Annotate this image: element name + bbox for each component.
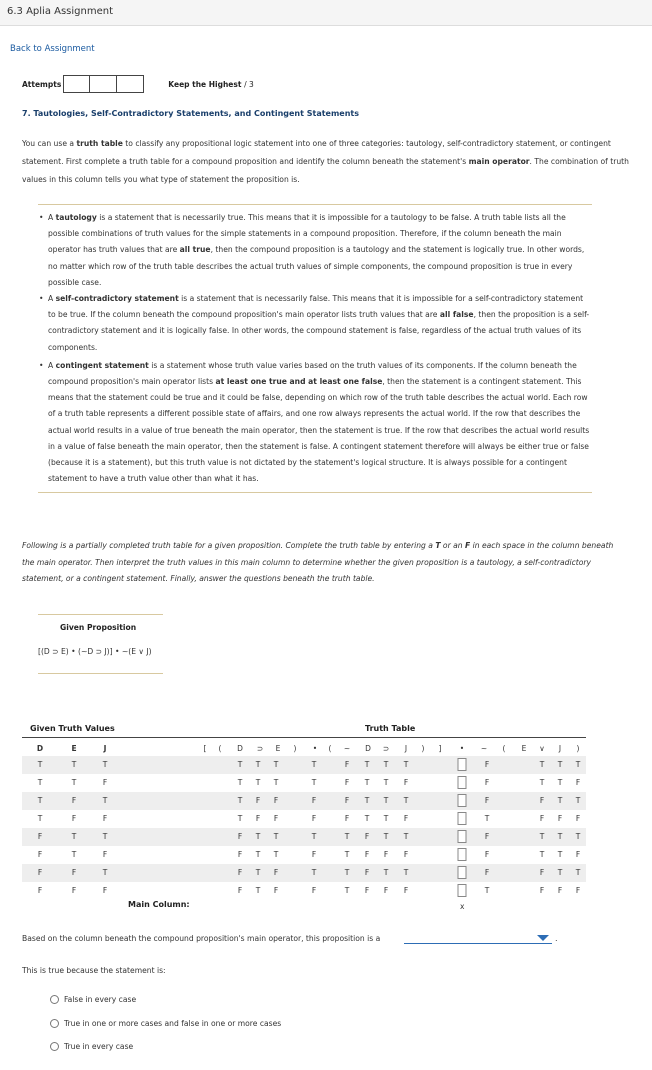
truth-value: T [102,868,108,877]
definition-text-run: is a statement that is necessarily false. This means that it is impossible for a self-contradictory statement to be true. If the column beneath the compound proposition's main operator lists truth values that are [48,294,584,320]
truth-value: T [102,832,108,841]
truth-value: F [237,850,243,859]
truth-value: F [484,778,490,787]
truth-value: T [364,778,370,787]
question-title: 7. Tautologies, Self-Contradictory Statements, and Contingent Statements [22,109,360,118]
truth-table-row [22,792,586,810]
attempts-row [22,75,254,93]
radio-button[interactable] [50,995,59,1004]
truth-value: T [575,868,581,877]
title-bar [0,0,652,26]
truth-value: T [383,832,389,841]
header-symbol: D [237,744,243,753]
truth-value: F [273,886,279,895]
intro-text-run: to classify any propositional logic statement into one of three categories: tautology, self-contradictory statement, or contingent statement. First complete a truth table for a compound proposition and identify the column beneath the statement's [22,139,611,166]
truth-value: T [311,832,317,841]
truth-value: T [383,814,389,823]
truth-value: T [484,886,490,895]
truth-value: T [539,850,545,859]
truth-value: T [255,886,261,895]
definition-text-run: A [48,360,56,370]
definition-item [38,291,592,356]
truth-value: F [71,796,77,805]
header-symbol: E [71,744,77,753]
option-label: True in every case [64,1041,134,1051]
truth-value: T [557,760,563,769]
truth-value: F [237,832,243,841]
header-symbol: ~ [343,744,351,753]
truth-value: T [71,778,77,787]
truth-value: F [403,814,409,823]
truth-value: T [557,796,563,805]
truth-value: F [311,850,317,859]
header-symbol: ) [293,744,297,753]
header-symbol: ( [328,744,332,753]
keep-label: Keep the Highest [168,79,242,89]
truth-value: F [539,814,545,823]
intro-text-run: main operator [468,157,530,166]
truth-value: F [37,850,43,859]
truth-value: T [71,832,77,841]
truth-value: T [484,814,490,823]
definition-text-run: self-contradictory statement [55,294,179,304]
instructions-text-run: F [465,541,471,550]
truth-table-row [22,882,586,900]
definition-text-run: , then the statement is a contingent statement. This means that the statement could be true and it could be false, depending on which row of the truth table describes the actual world. Each row of a truth table represents a different possible state of affairs, and one row always represents the actual world. If the row that describes the actual world results in a value of true beneath the main operator, then the statement is true. If the row that describes the actual world results in a value of false beneath the main operator, then the statement is false. A contingent statement therefore will always be either true or false (because it is a statement), but this truth value is not dictated by the statement's logical structure. It is always possible for a contingent statement to have a truth value other than what it has. [48,377,590,484]
truth-value: T [71,850,77,859]
instructions-text-run: or an [440,541,465,550]
truth-value: F [484,760,490,769]
truth-table-row [22,756,586,774]
definition-text-run: tautology [55,213,97,222]
given-proposition-formula: [(D ⊃ E) • (~D ⊃ J)] • ~(E ∨ J) [38,647,152,656]
truth-value: T [273,832,279,841]
truth-value: F [102,886,108,895]
chevron-down-icon [537,935,549,941]
truth-value: T [102,760,108,769]
truth-value: F [575,886,581,895]
truth-value: T [102,796,108,805]
truth-value: T [37,778,43,787]
header-symbol: [ [203,744,207,753]
truth-table-row [22,864,586,882]
truth-value: T [255,760,261,769]
reason-question: This is true because the statement is: [22,966,166,975]
truth-value: T [237,796,243,805]
truth-value: F [255,796,261,805]
instructions-text [22,538,627,588]
radio-button[interactable] [50,1042,59,1051]
main-column-input[interactable] [458,812,467,825]
option-true-and-false[interactable] [50,1017,281,1029]
header-symbol: J [558,744,562,753]
truth-value: T [255,778,261,787]
truth-table-row [22,810,586,828]
truth-value: F [575,850,581,859]
truth-value: F [484,868,490,877]
truth-value: T [403,868,409,877]
radio-button[interactable] [50,1019,59,1028]
keep-value: / 3 [244,79,254,89]
truth-value: F [403,778,409,787]
truth-value: F [311,886,317,895]
header-symbol: ⊃ [256,744,264,753]
header-symbol: ] [438,744,442,753]
truth-value: F [484,832,490,841]
attempts-label: Attempts [22,79,62,89]
header-symbol: ⊃ [382,744,390,753]
truth-value: T [364,760,370,769]
truth-table-row [22,774,586,792]
truth-value: F [539,868,545,877]
truth-value: T [71,760,77,769]
truth-value: T [37,796,43,805]
definition-text-run: all false [439,310,474,320]
given-proposition-heading: Given Proposition [60,623,137,632]
main-column-input[interactable] [458,830,467,843]
truth-value: T [273,760,279,769]
truth-value: T [539,778,545,787]
definition-item [38,210,592,291]
main-column-input[interactable] [458,794,467,807]
truth-value: T [311,868,317,877]
truth-value: T [344,868,350,877]
truth-value: T [575,796,581,805]
option-false-every-case[interactable] [50,993,136,1005]
given-truth-values-title: Given Truth Values [30,724,115,733]
main-column-label: Main Column: [128,900,190,909]
option-label: True in one or more cases and false in one or more cases [64,1018,282,1028]
truth-value: T [255,832,261,841]
definition-text-run: at least one true and at least one false [215,377,383,387]
header-symbol: D [365,744,371,753]
truth-value: F [37,868,43,877]
instructions-text-run: T [435,541,441,550]
classification-question: Based on the column beneath the compound proposition's main operator, this proposition is a [22,934,381,943]
truth-value: F [37,886,43,895]
truth-value: F [311,796,317,805]
main-column-input[interactable] [458,848,467,861]
truth-value: T [364,796,370,805]
truth-value: T [403,760,409,769]
truth-value: T [237,778,243,787]
definition-text-run: is a statement whose truth value varies based on the truth values of its components. If the column beneath the compound proposition's main operator lists [48,360,577,387]
truth-value: T [383,868,389,877]
truth-value: T [255,868,261,877]
header-symbol: J [404,744,408,753]
truth-value: F [403,850,409,859]
keep-highest [168,80,253,89]
truth-value: F [102,778,108,787]
header-symbol: E [275,744,281,753]
truth-value: F [364,868,370,877]
definitions-box [38,204,592,493]
truth-value: F [383,886,389,895]
truth-value: F [71,886,77,895]
truth-value: F [71,814,77,823]
truth-value: F [539,886,545,895]
truth-value: F [484,796,490,805]
header-symbol: ) [421,744,425,753]
truth-value: F [102,850,108,859]
truth-value: T [575,760,581,769]
header-symbol: • [312,744,318,753]
truth-value: T [557,868,563,877]
attempt-boxes [63,75,144,93]
truth-value: F [344,778,350,787]
truth-value: T [255,850,261,859]
truth-value: T [344,886,350,895]
sentence-period: . [555,934,558,943]
truth-value: F [364,832,370,841]
truth-value: F [344,760,350,769]
truth-value: F [37,832,43,841]
truth-value: T [575,832,581,841]
truth-value: T [539,760,545,769]
truth-value: F [403,886,409,895]
instructions-text-run: in each space in the column beneath the main operator. Then interpret the truth values in this main column to determine whether the given proposition is a tautology, a self-contradictory statement, or a contingent statement. Finally, answer the questions beneath the truth table. [22,541,614,583]
truth-value: T [557,850,563,859]
main-column-input[interactable] [458,776,467,789]
header-symbol: ~ [480,744,488,753]
truth-value: T [403,832,409,841]
header-symbol: E [521,744,527,753]
definition-text-run: A [48,213,56,222]
definition-item [38,358,592,488]
header-symbol: ∨ [539,744,545,753]
truth-value: T [539,832,545,841]
truth-value: F [237,868,243,877]
main-column-mark: x [460,902,465,911]
truth-value: F [575,778,581,787]
classification-dropdown[interactable] [404,930,552,944]
truth-value: F [71,868,77,877]
truth-value: F [273,796,279,805]
definition-text-run: all true [179,245,211,255]
truth-value: T [557,778,563,787]
truth-value: F [557,886,563,895]
truth-value: F [539,796,545,805]
definition-text-run: , then the compound proposition is a tautology and the statement is logically true. In other words, no matter which row of the truth table describes the actual truth values of simple components, the compound proposition is true in every possible case. [48,245,585,287]
truth-value: T [403,796,409,805]
truth-value: T [37,760,43,769]
attempt-box [63,75,90,93]
truth-value: T [383,796,389,805]
truth-table-row [22,828,586,846]
option-label: False in every case [64,994,137,1004]
intro-text-run: . The combination of truth values in this column tells you what type of statement the proposition is. [22,157,629,184]
truth-value: T [37,814,43,823]
truth-table-title: Truth Table [365,724,416,733]
intro-text-run: truth table [76,139,123,148]
truth-value: F [255,814,261,823]
truth-value: T [364,814,370,823]
intro-text-run: You can use a [22,139,77,148]
header-symbol: ) [576,744,580,753]
truth-value: F [383,850,389,859]
truth-value: F [344,814,350,823]
attempt-box [90,75,117,93]
truth-value: F [364,886,370,895]
main-column-input[interactable] [458,866,467,879]
truth-value: T [273,778,279,787]
table-rule [22,737,586,738]
header-symbol: D [36,744,44,753]
truth-value: F [364,850,370,859]
header-symbol: • [459,744,465,753]
truth-value: F [575,814,581,823]
header-symbol: J [103,744,107,753]
truth-value: T [557,832,563,841]
truth-value: F [273,814,279,823]
main-column-input[interactable] [458,758,467,771]
truth-value: F [311,814,317,823]
option-true-every-case[interactable] [50,1040,133,1052]
header-symbol: ( [218,744,222,753]
truth-value: F [557,814,563,823]
truth-value: F [102,814,108,823]
truth-value: T [237,814,243,823]
definitions-list [38,205,592,487]
definition-text-run: A [48,294,56,304]
instructions-text-run: Following is a partially completed truth table for a given proposition. Complete the truth table by entering a [22,541,436,550]
definition-text-run: is a statement that is necessarily true. This means that it is impossible for a tautology to be false. A truth table lists all the possible combinations of truth values for the simple statements in a compound proposition. Therefore, if the column beneath the main operator has truth values that are [48,213,566,255]
page-title: 6.3 Aplia Assignment [7,6,114,17]
truth-value: T [237,760,243,769]
main-column-input[interactable] [458,884,467,897]
truth-value: F [344,796,350,805]
definition-text-run: contingent statement [55,360,149,370]
truth-value: F [273,868,279,877]
truth-value: T [311,778,317,787]
truth-value: T [273,850,279,859]
attempt-box [117,75,144,93]
truth-table-row [22,846,586,864]
truth-value: T [383,760,389,769]
truth-value: F [484,850,490,859]
truth-value: T [344,832,350,841]
truth-value: T [383,778,389,787]
header-symbol: ( [502,744,506,753]
given-proposition-box [38,614,163,674]
truth-value: T [344,850,350,859]
definition-text-run: , then the proposition is a self-contradictory statement and it is logically false. In other words, the compound statement is false, regardless of the actual truth values of its components. [48,310,590,352]
intro-text [22,135,632,189]
truth-value: T [311,760,317,769]
back-to-assignment-link[interactable]: Back to Assignment [10,44,95,54]
truth-value: F [237,886,243,895]
